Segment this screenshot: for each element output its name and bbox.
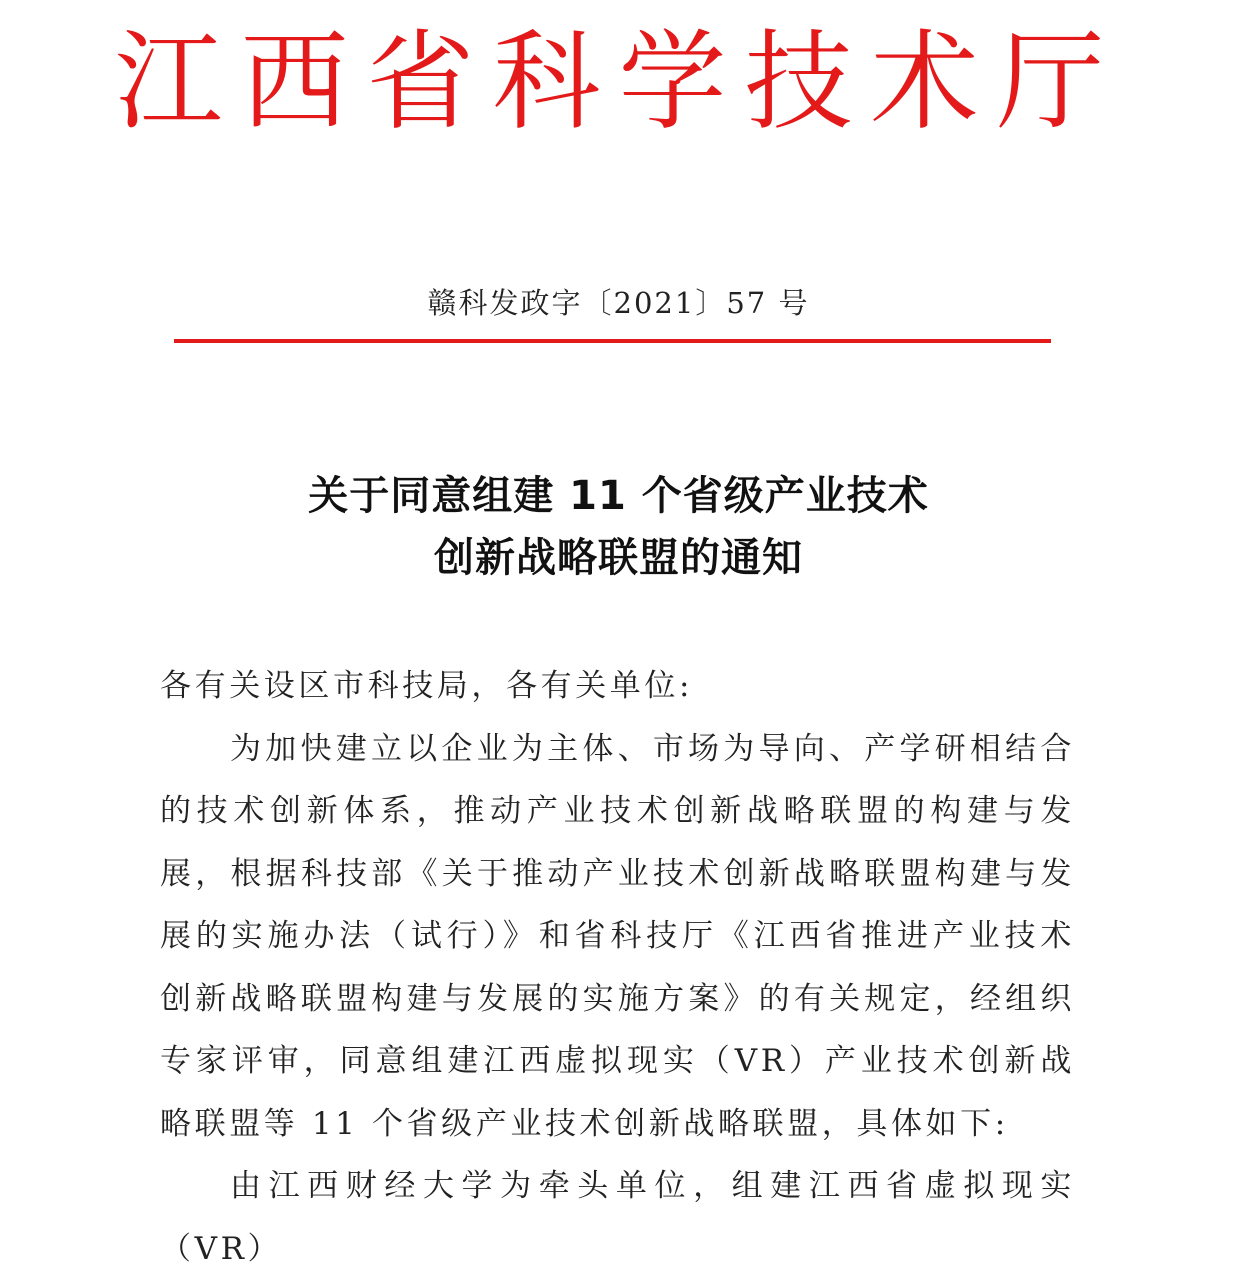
- document-number: 赣科发政字〔2021〕57 号: [427, 286, 810, 320]
- document-body: [160, 655, 1075, 1280]
- red-divider-line: [174, 339, 1051, 343]
- masthead-organization-name: 江西省科学技术厅: [114, 20, 1123, 145]
- document-title-line-2: 创新战略联盟的通知: [434, 535, 803, 581]
- body-paragraph: 由江西财经大学为牵头单位，组建江西省虚拟现实（VR）: [160, 1168, 1075, 1267]
- document-title: [0, 465, 1237, 589]
- document-title-line-1: 关于同意组建 11 个省级产业技术: [308, 473, 929, 519]
- body-paragraph: 为加快建立以企业为主体、市场为导向、产学研相结合的技术创新体系，推动产业技术创新战略联盟的构建与发展，根据科技部《关于推动产业技术创新战略联盟构建与发展的实施办法（试行）》和省科技厅《江西省推进产业技术创新战略联盟构建与发展的实施方案》的有关规定，经组织专家评审，同意组建江西虚拟现实（VR）产业技术创新战略联盟等 11 个省级产业技术创新战略联盟，具体如下:: [160, 730, 1075, 1142]
- salutation: 各有关设区市科技局，各有关单位:: [160, 668, 694, 704]
